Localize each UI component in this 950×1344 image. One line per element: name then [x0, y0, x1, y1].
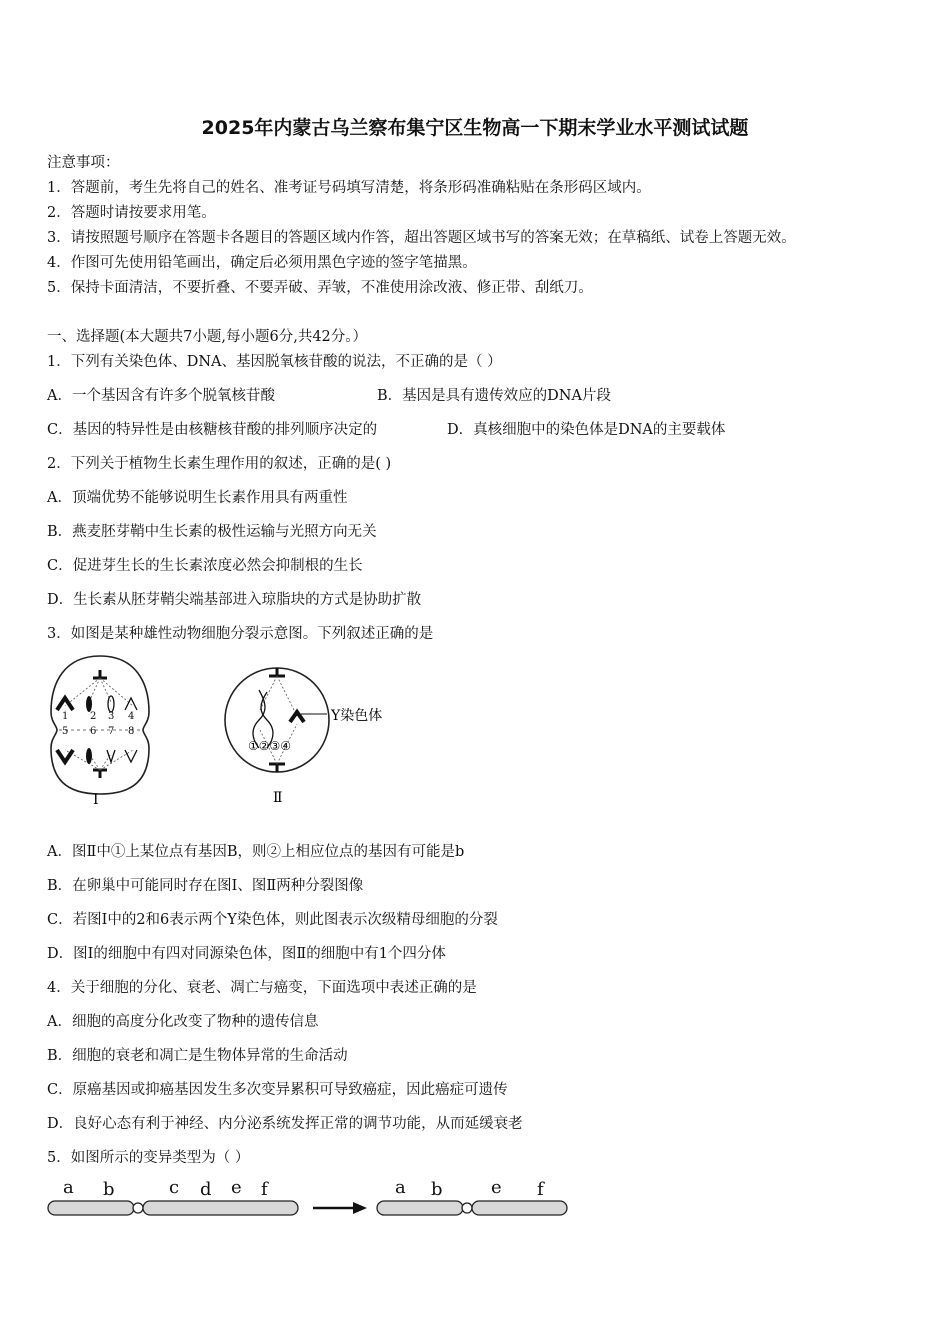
chromosome-variation-figure	[45, 1175, 575, 1225]
fig1-num: 1	[62, 711, 69, 722]
fig1-num: 4	[128, 711, 135, 722]
question-3-stem: 3．如图是某种雄性动物细胞分裂示意图。下列叙述正确的是	[47, 626, 434, 642]
y-chromosome-label: Y染色体	[331, 708, 383, 724]
gene-label: f	[261, 1179, 268, 1200]
notice-item: 5．保持卡面清洁，不要折叠、不要弄破、弄皱，不准使用涂改液、修正带、刮纸刀。	[47, 280, 593, 296]
cell-division-figure	[45, 652, 465, 812]
q4-option-b: B．细胞的衰老和凋亡是生物体异常的生命活动	[47, 1048, 348, 1064]
original-chromosome	[48, 1201, 298, 1215]
fig1-num: 3	[108, 711, 115, 722]
mutated-chromosome	[377, 1201, 567, 1215]
gene-label: d	[200, 1179, 212, 1200]
gene-label: a	[63, 1177, 74, 1198]
figure-2-label: Ⅱ	[273, 790, 283, 806]
fig2-numbers: ①②③④	[248, 739, 292, 753]
q1-option-b: B．基因是具有遗传效应的DNA片段	[377, 388, 611, 404]
question-1-stem: 1．下列有关染色体、DNA、基因脱氧核苷酸的说法，不正确的是（ ）	[47, 354, 502, 370]
notice-item: 1．答题前，考生先将自己的姓名、准考证号码填写清楚，将条形码准确粘贴在条形码区域内。	[47, 180, 651, 196]
question-4-stem: 4．关于细胞的分化、衰老、凋亡与癌变，下面选项中表述正确的是	[47, 980, 477, 996]
gene-label: b	[103, 1179, 115, 1200]
q1-option-c: C．基因的特异性是由核糖核苷酸的排列顺序决定的	[47, 422, 378, 438]
arrow-icon	[313, 1202, 367, 1214]
gene-label: a	[395, 1177, 406, 1198]
section-heading: 一、选择题(本大题共7小题,每小题6分,共42分。）	[47, 329, 368, 345]
q3-option-a: A．图Ⅱ中①上某位点有基因B，则②上相应位点的基因有可能是b	[47, 844, 465, 860]
q4-option-a: A．细胞的高度分化改变了物种的遗传信息	[47, 1014, 319, 1030]
fig1-num: 8	[128, 726, 135, 737]
q4-option-d: D．良好心态有利于神经、内分泌系统发挥正常的调节功能，从而延缓衰老	[47, 1116, 523, 1132]
figure-1-cell	[51, 656, 149, 794]
q3-option-b: B．在卵巢中可能同时存在图Ⅰ、图Ⅱ两种分裂图像	[47, 878, 364, 894]
q3-option-d: D．图Ⅰ的细胞中有四对同源染色体，图Ⅱ的细胞中有1个四分体	[47, 946, 446, 962]
fig1-num: 6	[90, 726, 97, 737]
question-5-stem: 5．如图所示的变异类型为（ ）	[47, 1150, 250, 1166]
gene-label: e	[491, 1177, 502, 1198]
q1-option-d: D．真核细胞中的染色体是DNA的主要载体	[447, 422, 726, 438]
q4-option-c: C．原癌基因或抑癌基因发生多次变异累积可导致癌症，因此癌症可遗传	[47, 1082, 508, 1098]
q3-option-c: C．若图Ⅰ中的2和6表示两个Y染色体，则此图表示次级精母细胞的分裂	[47, 912, 498, 928]
notice-item: 2．答题时请按要求用笔。	[47, 205, 216, 221]
q2-option-b: B．燕麦胚芽鞘中生长素的极性运输与光照方向无关	[47, 524, 377, 540]
gene-label: b	[431, 1179, 443, 1200]
q2-option-a: A．顶端优势不能够说明生长素作用具有两重性	[47, 490, 348, 506]
figure-2-cell	[225, 668, 329, 772]
figure-1-label: Ⅰ	[93, 792, 99, 808]
fig1-num: 2	[90, 711, 97, 722]
gene-label: c	[169, 1177, 180, 1198]
q2-option-c: C．促进芽生长的生长素浓度必然会抑制根的生长	[47, 558, 363, 574]
question-2-stem: 2．下列关于植物生长素生理作用的叙述，正确的是( )	[47, 456, 392, 472]
fig1-num: 5	[62, 726, 69, 737]
fig1-num: 7	[108, 726, 115, 737]
page-title: 2025年内蒙古乌兰察布集宁区生物高一下期末学业水平测试试题	[201, 117, 749, 139]
notice-heading: 注意事项：	[47, 155, 120, 171]
q1-option-a: A．一个基因含有许多个脱氧核苷酸	[47, 388, 275, 404]
notice-item: 3．请按照题号顺序在答题卡各题目的答题区域内作答，超出答题区域书写的答案无效；在草稿纸、试卷上答题无效。	[47, 230, 796, 246]
q2-option-d: D．生长素从胚芽鞘尖端基部进入琼脂块的方式是协助扩散	[47, 592, 422, 608]
gene-label: f	[537, 1179, 544, 1200]
notice-item: 4．作图可先使用铅笔画出，确定后必须用黑色字迹的签字笔描黑。	[47, 255, 477, 271]
gene-label: e	[231, 1177, 242, 1198]
